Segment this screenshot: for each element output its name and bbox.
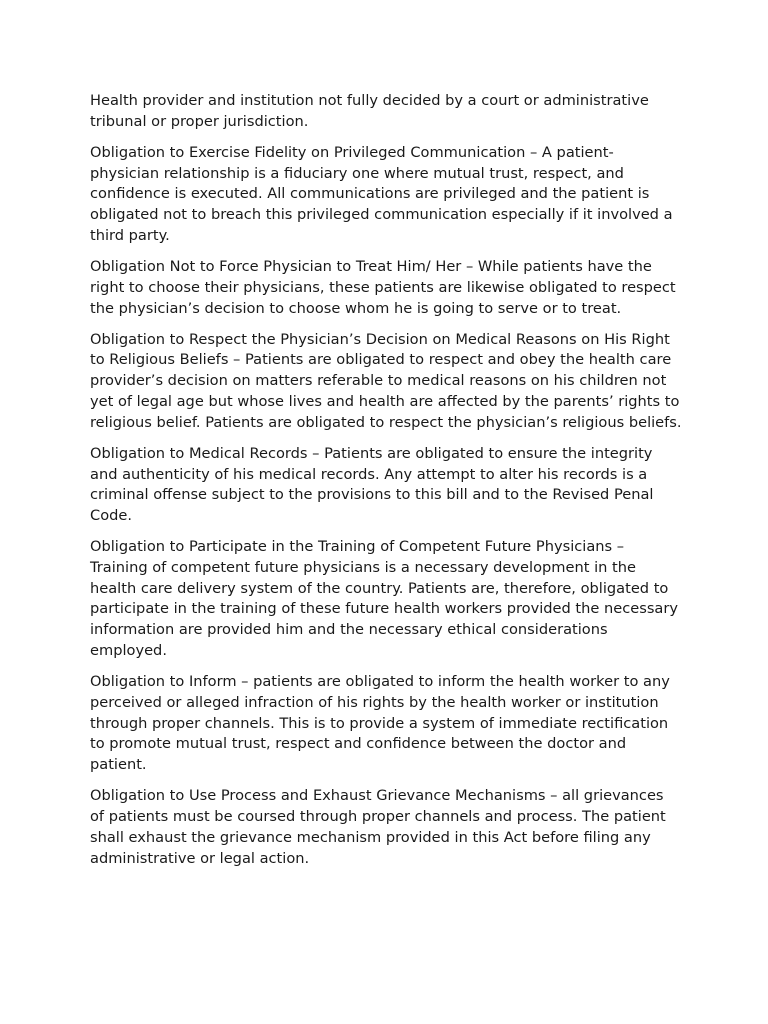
paragraph-religious-beliefs: Obligation to Respect the Physician’s Decision on Medical Reasons on His Right to Religious Beliefs – Patients are obligated to respect and obey the health care provider’s decision on matters referable to medical reasons on his children not yet of legal age but whose lives and health are affected by the parents’ rights to religious belief. Patients are obligated to respect the physician’s religious beliefs. (90, 330, 682, 431)
paragraph-obligation-inform: Obligation to Inform – patients are obligated to inform the health worker to any perceived or alleged infraction of his rights by the health worker or institution through proper channels. This is to provide a system of immediate rectification to promote mutual trust, respect and confidence between the doctor and patient. (90, 673, 670, 774)
paragraph-continuation: Health provider and institution not fully decided by a court or administrative tribunal or proper jurisdiction. (90, 92, 649, 130)
paragraph-training-physicians: Obligation to Participate in the Training of Competent Future Physicians – Training of competent future physicians is a necessary development in the health care delivery system of the country. Patients are, therefore, obligated to participate in the training of these future health workers provided the necessary information are provided him and the necessary ethical considerations employed. (90, 538, 679, 660)
document-body (90, 91, 682, 880)
paragraph-not-force-physician: Obligation Not to Force Physician to Treat Him/ Her – While patients have the right to choose their physicians, these patients are likewise obligated to respect the physician’s decision to choose whom he is going to serve or to treat. (90, 257, 676, 317)
paragraph-medical-records: Obligation to Medical Records – Patients are obligated to ensure the integrity and authenticity of his medical records. Any attempt to alter his records is a criminal offense subject to the provisions to this bill and to the Revised Penal Code. (90, 444, 654, 525)
paragraph-grievance-mechanisms: Obligation to Use Process and Exhaust Grievance Mechanisms – all grievances of patients must be coursed through proper channels and process. The patient shall exhaust the grievance mechanism provided in this Act before filing any administrative or legal action. (90, 787, 666, 867)
paragraph-privileged-communication: Obligation to Exercise Fidelity on Privileged Communication – A patient-physician relationship is a fiduciary one where mutual trust, respect, and confidence is executed. All communications are privileged and the patient is obligated not to breach this privileged communication especially if it involved a third party. (90, 143, 673, 244)
